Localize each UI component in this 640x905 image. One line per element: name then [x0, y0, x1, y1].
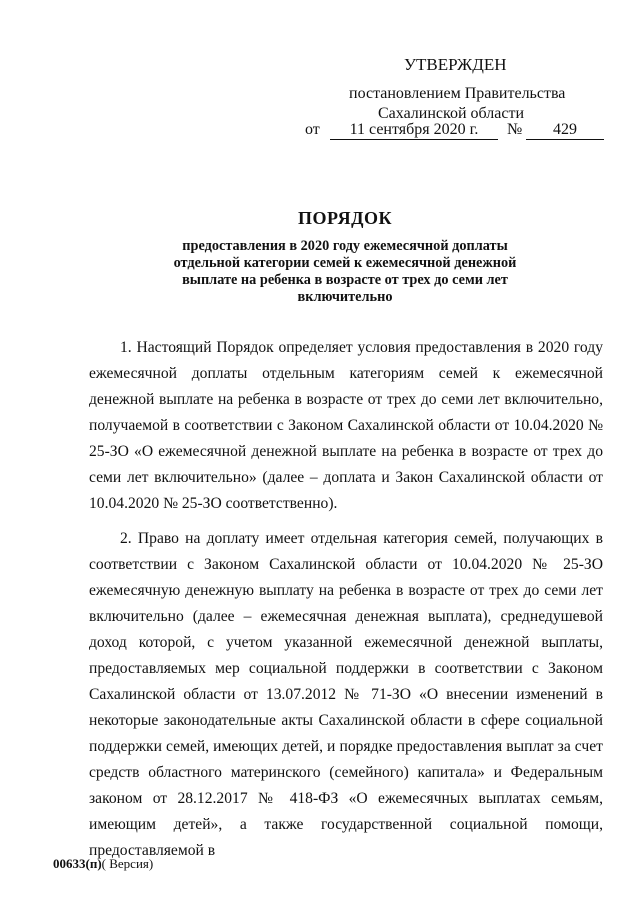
- footer-version: ( Версия): [101, 856, 154, 871]
- approval-word: УТВЕРЖДЕН: [404, 55, 507, 74]
- document-body: [89, 335, 603, 873]
- approval-date-row: [300, 121, 610, 141]
- footer-code: 00633(п): [53, 856, 102, 871]
- paragraph-1: 1. Настоящий Порядок определяет условия предоставления в 2020 году ежемесячной доплаты отдельным категориям семей к ежемесячной денежной выплате на ребенка в возрасте от трех до семи лет включительно, получаемой в соответствии с Законом Сахалинской области от 10.04.2020 № 25-ЗО «О ежемесячной денежной выплате на ребенка в возрасте от трех до семи лет включительно» (далее – доплата и Закон Сахалинской области от 10.04.2020 № 25-ЗО соответственно).: [89, 339, 603, 512]
- footer: [53, 856, 153, 872]
- number-label: №: [507, 121, 523, 138]
- approval-date: 11 сентября 2020 г.: [330, 121, 498, 140]
- document-subtitle: предоставления в 2020 году ежемесячной доплаты отдельной категории семей к ежемесячной денежной выплате на ребенка в возрасте от трех до семи лет включительно: [173, 238, 517, 305]
- document-title: ПОРЯДОК: [297, 208, 393, 228]
- approval-line-1: постановлением Правительства: [349, 85, 566, 102]
- from-label: от: [305, 121, 320, 138]
- paragraph-2: 2. Право на доплату имеет отдельная категория семей, получающих в соответствии с Законом Сахалинской области от 10.04.2020 № 25-ЗО ежемесячную денежную выплату на ребенка в возрасте от трех до семи лет включительно (далее – ежемесячная денежная выплата), среднедушевой доход которой, с учетом указанной ежемесячной денежной выплаты, предоставляемых мер социальной поддержки в соответствии с Законом Сахалинской области от 13.07.2012 № 71-ЗО «О внесении изменений в некоторые законодательные акты Сахалинской области в сфере социальной поддержки семей, имеющих детей, и порядке предоставления выплат за счет средств областного материнского (семейного) капитала» и Федеральным законом от 28.12.2017 № 418-ФЗ «О ежемесячных выплатах семьям, имеющим детей», а также государственной социальной помощи, предоставляемой в: [89, 530, 603, 859]
- approval-line-2: Сахалинской области: [378, 105, 525, 122]
- approval-number: 429: [526, 121, 604, 140]
